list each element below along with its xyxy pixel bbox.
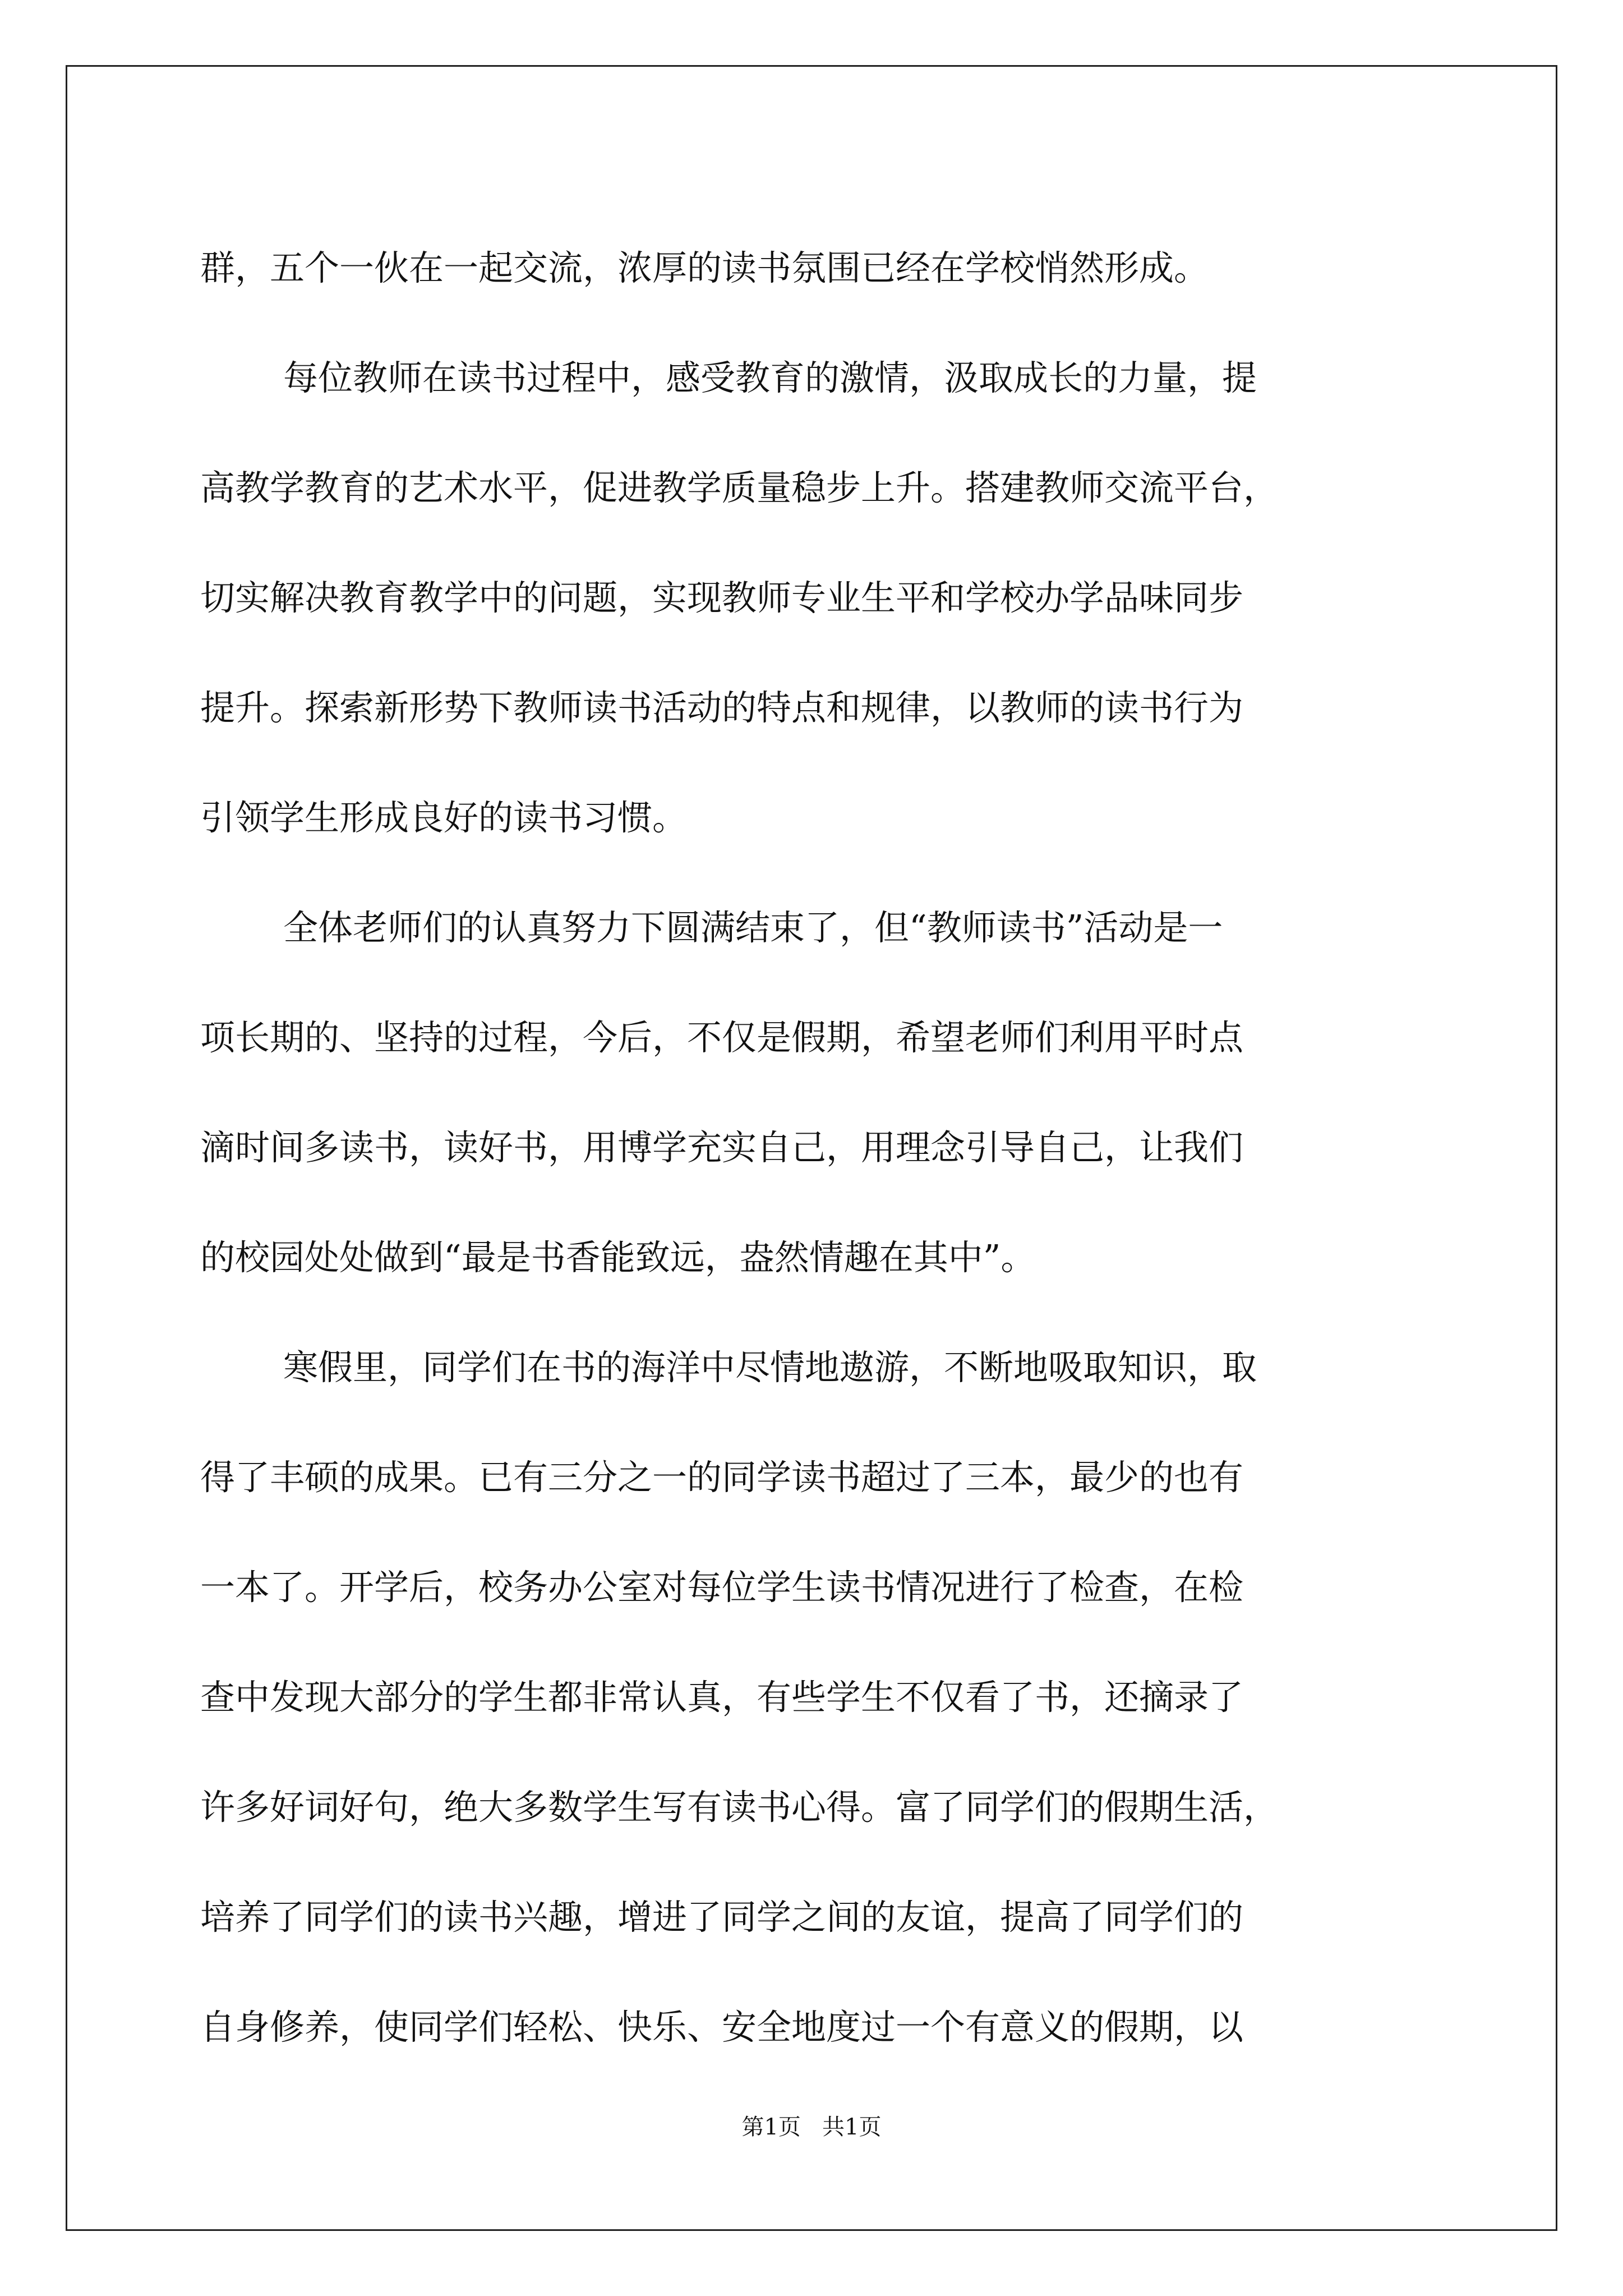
text-line: 自身修养，使同学们轻松、快乐、安全地度过一个有意义的假期，以 bbox=[200, 2007, 1244, 2047]
text-line: 一本了。开学后，校务办公室对每位学生读书情况进行了检查，在检 bbox=[200, 1567, 1244, 1608]
text-line: 得了丰硕的成果。已有三分之一的同学读书超过了三本，最少的也有 bbox=[200, 1457, 1244, 1498]
text-line: 项长期的、坚持的过程，今后，不仅是假期，希望老师们利用平时点 bbox=[200, 1017, 1244, 1058]
paragraph-start-line: 每位教师在读书过程中，感受教育的激情，汲取成长的力量，提 bbox=[283, 357, 1257, 398]
text-line: 培养了同学们的读书兴趣，增进了同学之间的友谊，提高了同学们的 bbox=[200, 1897, 1244, 1938]
text-line: 滴时间多读书，读好书，用博学充实自己，用理念引导自己，让我们 bbox=[200, 1127, 1244, 1168]
paragraph-start-line: 全体老师们的认真努力下圆满结束了，但“教师读书”活动是一 bbox=[283, 907, 1223, 948]
text-line: 查中发现大部分的学生都非常认真，有些学生不仅看了书，还摘录了 bbox=[200, 1677, 1244, 1718]
text-line: 许多好词好句，绝大多数学生写有读书心得。富了同学们的假期生活， bbox=[200, 1787, 1279, 1828]
text-line: 的校园处处做到“最是书香能致远，盎然情趣在其中”。 bbox=[200, 1237, 1036, 1278]
text-line: 群，五个一伙在一起交流，浓厚的读书氛围已经在学校悄然形成。 bbox=[200, 247, 1209, 288]
page-footer: 第1页 共1页 bbox=[741, 2114, 882, 2140]
paragraph-start-line: 寒假里，同学们在书的海洋中尽情地遨游，不断地吸取知识，取 bbox=[283, 1347, 1257, 1388]
text-line: 高教学教育的艺术水平，促进教学质量稳步上升。搭建教师交流平台， bbox=[200, 467, 1279, 508]
document-body bbox=[200, 213, 1423, 2082]
text-line: 引领学生形成良好的读书习惯。 bbox=[200, 797, 688, 838]
text-line: 切实解决教育教学中的问题，实现教师专业生平和学校办学品味同步 bbox=[200, 577, 1244, 618]
text-line: 提升。探索新形势下教师读书活动的特点和规律，以教师的读书行为 bbox=[200, 687, 1244, 728]
